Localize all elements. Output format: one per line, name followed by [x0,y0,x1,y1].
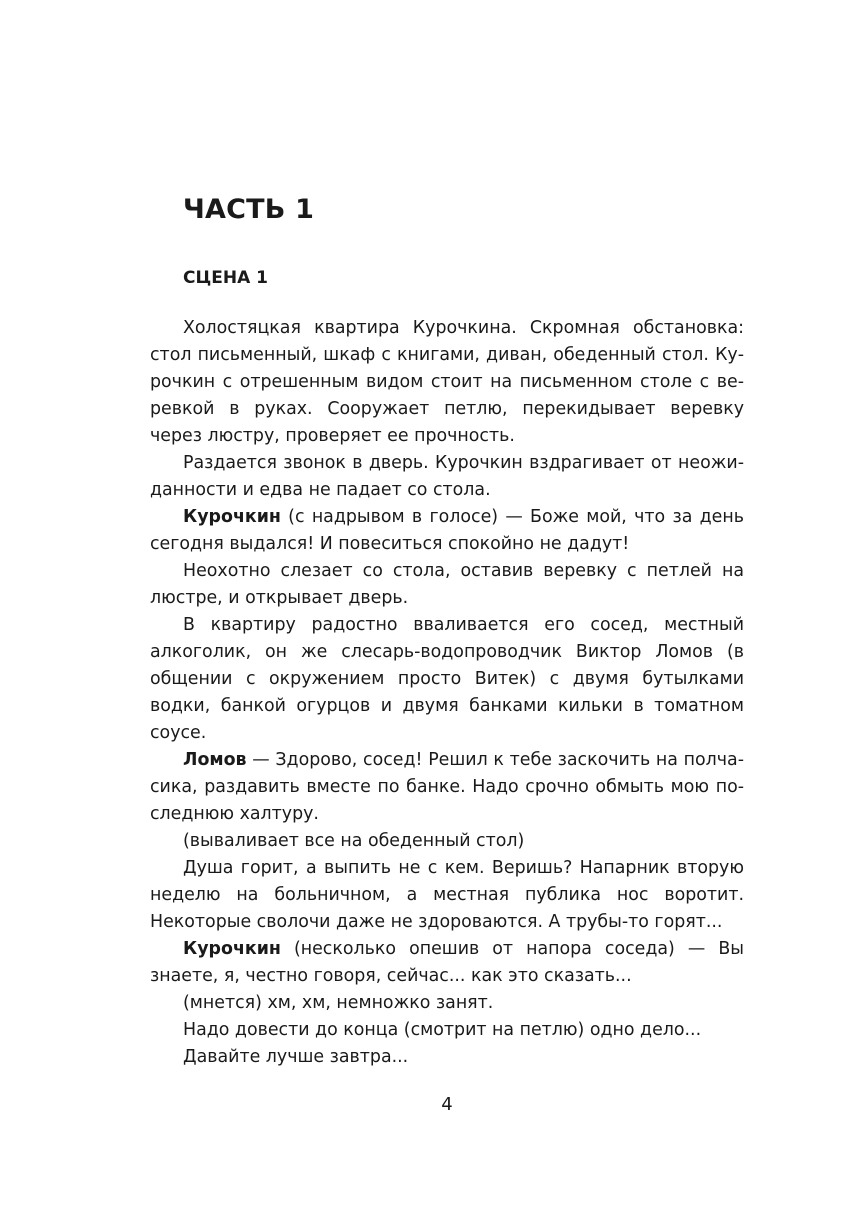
page-number: 4 [441,1094,453,1115]
book-page [150,0,744,1211]
paragraph-9 [150,936,744,990]
play-text [150,315,744,1071]
paragraph-7 [150,828,744,855]
paragraph-1 [150,315,744,450]
speaker-name: Курочкин [183,507,281,527]
paragraph-3 [150,504,744,558]
paragraph-6 [150,747,744,828]
paragraph-text: (с надрывом в голосе) — Боже мой, что за день сегодня выдался! И повеситься спокойно не дадут! [150,507,744,554]
paragraph-text: Раздается звонок в дверь. Курочкин вздрагивает от неожиданности и едва не падает со стола. [150,453,744,500]
paragraph-text: — Здорово, сосед! Решил к тебе заскочить на полчасика, раздавить вместе по банке. Надо срочно обмыть мою последнюю халтуру. [150,750,744,824]
paragraph-2 [150,450,744,504]
speaker-name: Курочкин [183,939,281,959]
paragraph-text: Давайте лучше завтра... [183,1047,409,1067]
paragraph-text: (несколько опешив от напора соседа) — Вы знаете, я, честно говоря, сейчас... как это сказать... [150,939,744,986]
paragraph-text: В квартиру радостно вваливается его сосед, местный алкоголик, он же слесарь-водопроводчик Виктор Ломов (в общении с окружением просто Витек) с двумя бутылками водки, банкой огурцов и двумя банками кильки в томатном соусе. [150,615,744,743]
paragraph-10 [150,990,744,1017]
paragraph-8 [150,855,744,936]
part-title: ЧАСТЬ 1 [183,194,315,225]
paragraph-5 [150,612,744,747]
paragraph-text: Надо довести до конца (смотрит на петлю) одно дело... [183,1020,702,1040]
speaker-name: Ломов [183,750,247,770]
paragraph-text: (вываливает все на обеденный стол) [183,831,525,851]
paragraph-text: (мнется) хм, хм, немножко занят. [183,993,494,1013]
paragraph-11 [150,1017,744,1044]
paragraph-text: Неохотно слезает со стола, оставив веревку с петлей на люстре, и открывает дверь. [150,561,744,608]
paragraph-4 [150,558,744,612]
paragraph-text: Душа горит, а выпить не с кем. Веришь? Напарник вторую неделю на больничном, а местная публика нос воротит. Некоторые сволочи даже не здороваются. А трубы-то горят... [150,858,744,932]
paragraph-text: Холостяцкая квартира Курочкина. Скромная обстановка: стол письменный, шкаф с книгами, диван, обеденный стол. Курочкин с отрешенным видом стоит на письменном столе с веревкой в руках. Сооружает петлю, перекидывает веревку через люстру, проверяет ее прочность. [150,318,744,446]
scene-title: СЦЕНА 1 [183,268,268,288]
paragraph-12 [150,1044,744,1071]
